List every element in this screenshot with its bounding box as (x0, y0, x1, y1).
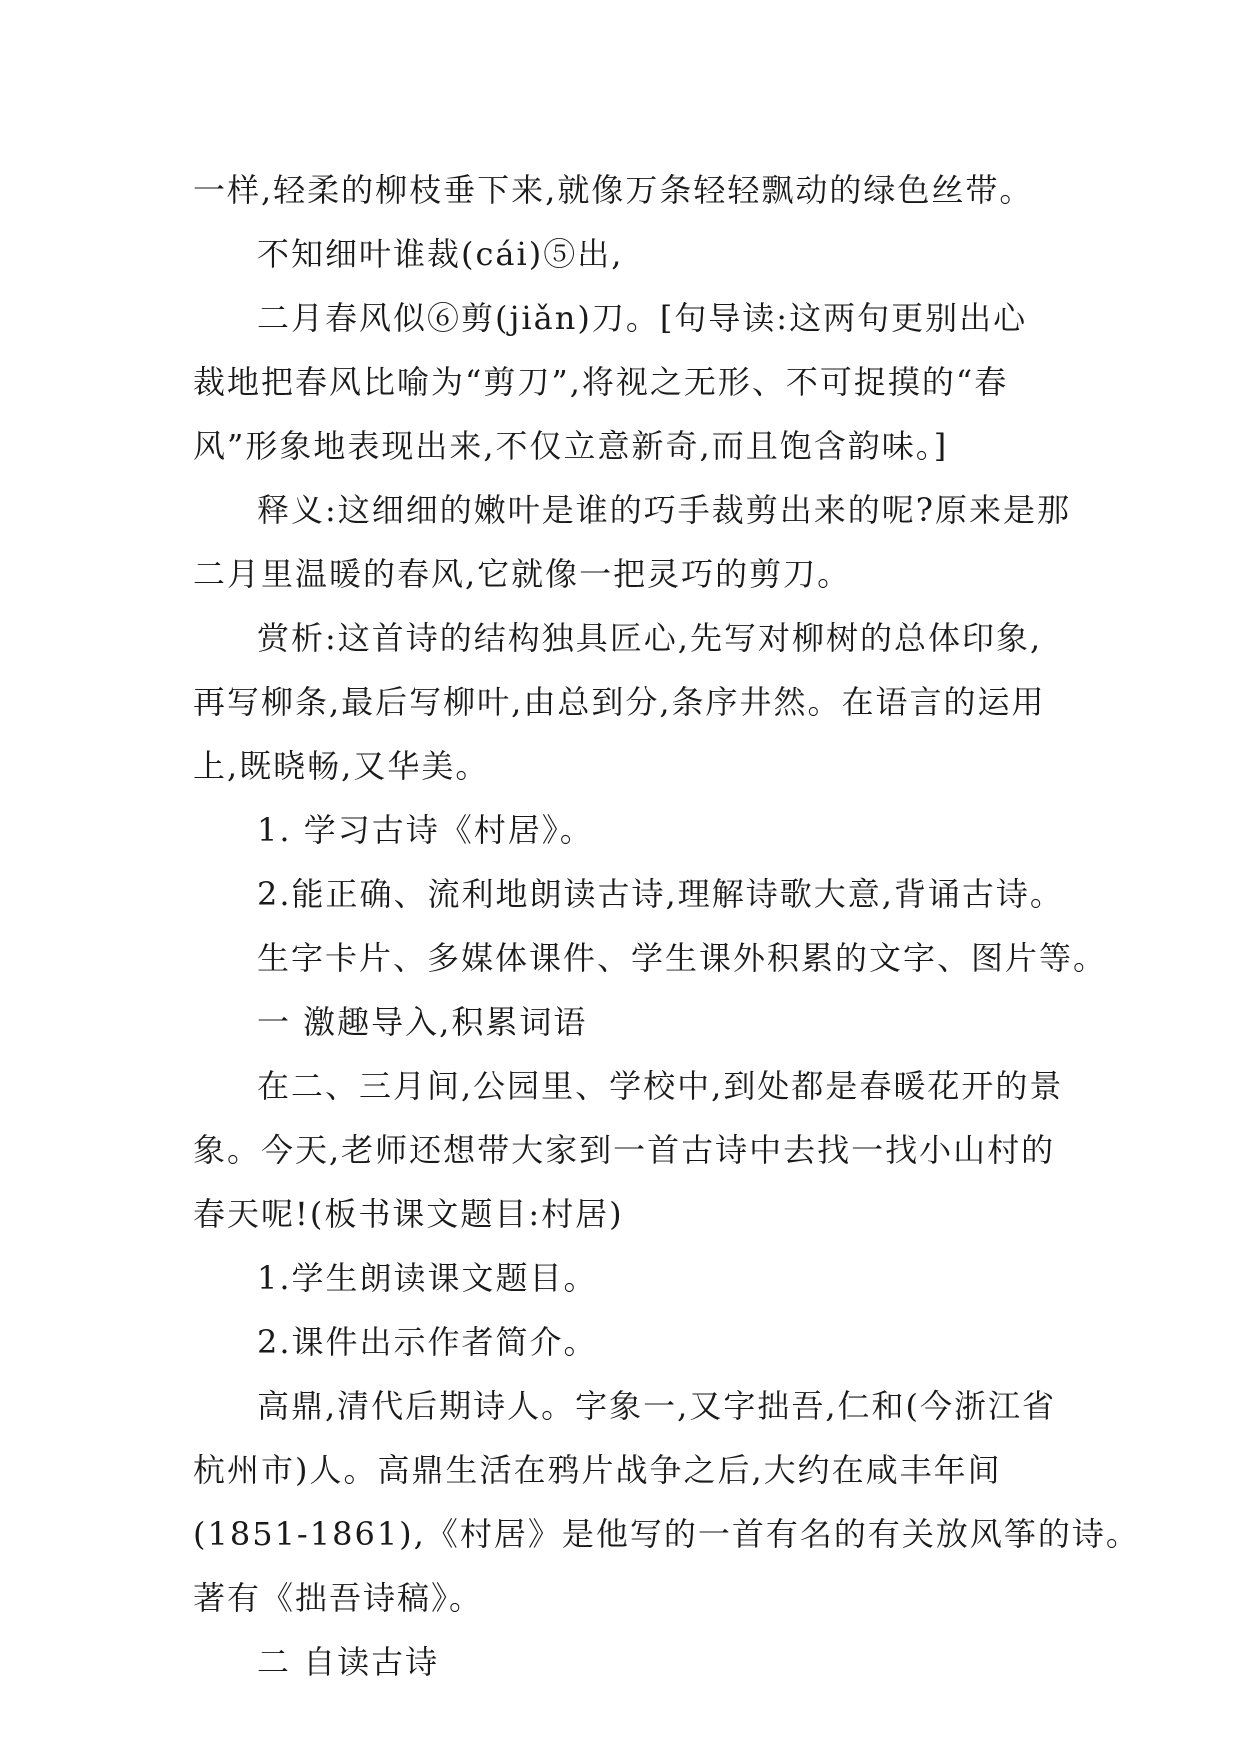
list-item: 2.课件出示作者简介。 (257, 1323, 598, 1361)
text-line: 在二、三月间,公园里、学校中,到处都是春暖花开的景 (257, 1067, 1064, 1105)
text-line: 上,既晓畅,又华美。 (193, 747, 490, 785)
text-line: 象。今天,老师还想带大家到一首古诗中去找一找小山村的 (193, 1131, 1056, 1169)
text-line: 再写柳条,最后写柳叶,由总到分,条序井然。在语言的运用 (193, 683, 1046, 721)
text-line: 释义:这细细的嫩叶是谁的巧手裁剪出来的呢?原来是那 (257, 491, 1071, 529)
text-line: (1851-1861),《村居》是他写的一首有名的有关放风筝的诗。 (193, 1515, 1140, 1553)
section-heading: 二 自读古诗 (257, 1643, 440, 1681)
text-line: 高鼎,清代后期诗人。字象一,又字拙吾,仁和(今浙江省 (257, 1387, 1057, 1425)
text-line: 赏析:这首诗的结构独具匠心,先写对柳树的总体印象, (257, 619, 1043, 657)
text-line: 风”形象地表现出来,不仅立意新奇,而且饱含韵味。] (193, 427, 949, 465)
text-line: 著有《拙吾诗稿》。 (193, 1579, 484, 1617)
text-line: 杭州市)人。高鼎生活在鸦片战争之后,大约在咸丰年间 (193, 1451, 1002, 1489)
text-line: 生字卡片、多媒体课件、学生课外积累的文字、图片等。 (257, 939, 1108, 977)
list-item: 1. 学习古诗《村居》。 (257, 811, 594, 849)
text-line: 二月春风似⑥剪(jiǎn)刀。[句导读:这两句更别出心 (257, 299, 1028, 337)
list-item: 1.学生朗读课文题目。 (257, 1259, 598, 1297)
text-line: 裁地把春风比喻为“剪刀”,将视之无形、不可捉摸的“春 (193, 363, 1009, 401)
list-item: 2.能正确、流利地朗读古诗,理解诗歌大意,背诵古诗。 (257, 875, 1064, 913)
document-body (193, 158, 1140, 1694)
text-line: 春天呢!(板书课文题目:村居) (193, 1195, 624, 1233)
text-line: 不知细叶谁裁(cái)⑤出, (257, 235, 624, 273)
text-line: 二月里温暖的春风,它就像一把灵巧的剪刀。 (193, 555, 852, 593)
section-heading: 一 激趣导入,积累词语 (257, 1003, 588, 1041)
text-line: 一样,轻柔的柳枝垂下来,就像万条轻轻飘动的绿色丝带。 (193, 171, 1034, 209)
